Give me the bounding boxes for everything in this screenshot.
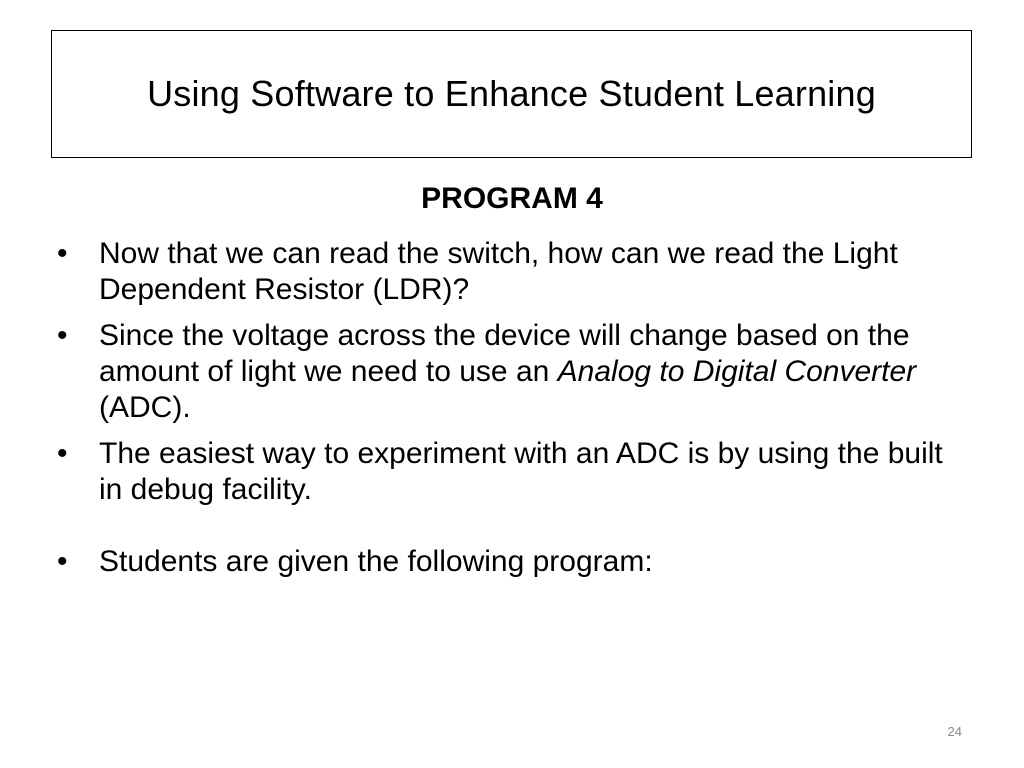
page-number: 24: [947, 724, 962, 739]
bullet-list: [57, 236, 957, 590]
section-heading: PROGRAM 4: [421, 182, 603, 215]
bullet-icon: •: [57, 437, 68, 470]
bullet-text: The easiest way to experiment with an ADC is by using the built in debug facility.: [99, 437, 943, 506]
bullet-text: Since the voltage across the device will change based on the amount of light we need to use an: [99, 319, 910, 388]
bullet-text: (ADC).: [99, 391, 191, 424]
bullet-icon: •: [57, 237, 68, 270]
bullet-item: [57, 318, 957, 426]
bullet-item: [57, 544, 957, 580]
bullet-icon: •: [57, 545, 68, 578]
bullet-icon: •: [57, 319, 68, 352]
slide-title: Using Software to Enhance Student Learning: [147, 73, 876, 114]
bullet-text: Now that we can read the switch, how can we read the Light Dependent Resistor (LDR)?: [99, 237, 898, 306]
title-box: [51, 30, 972, 158]
bullet-item: [57, 236, 957, 308]
bullet-text-italic: Analog to Digital Converter: [557, 355, 917, 388]
bullet-text: Students are given the following program:: [99, 545, 653, 578]
bullet-item: [57, 436, 957, 508]
